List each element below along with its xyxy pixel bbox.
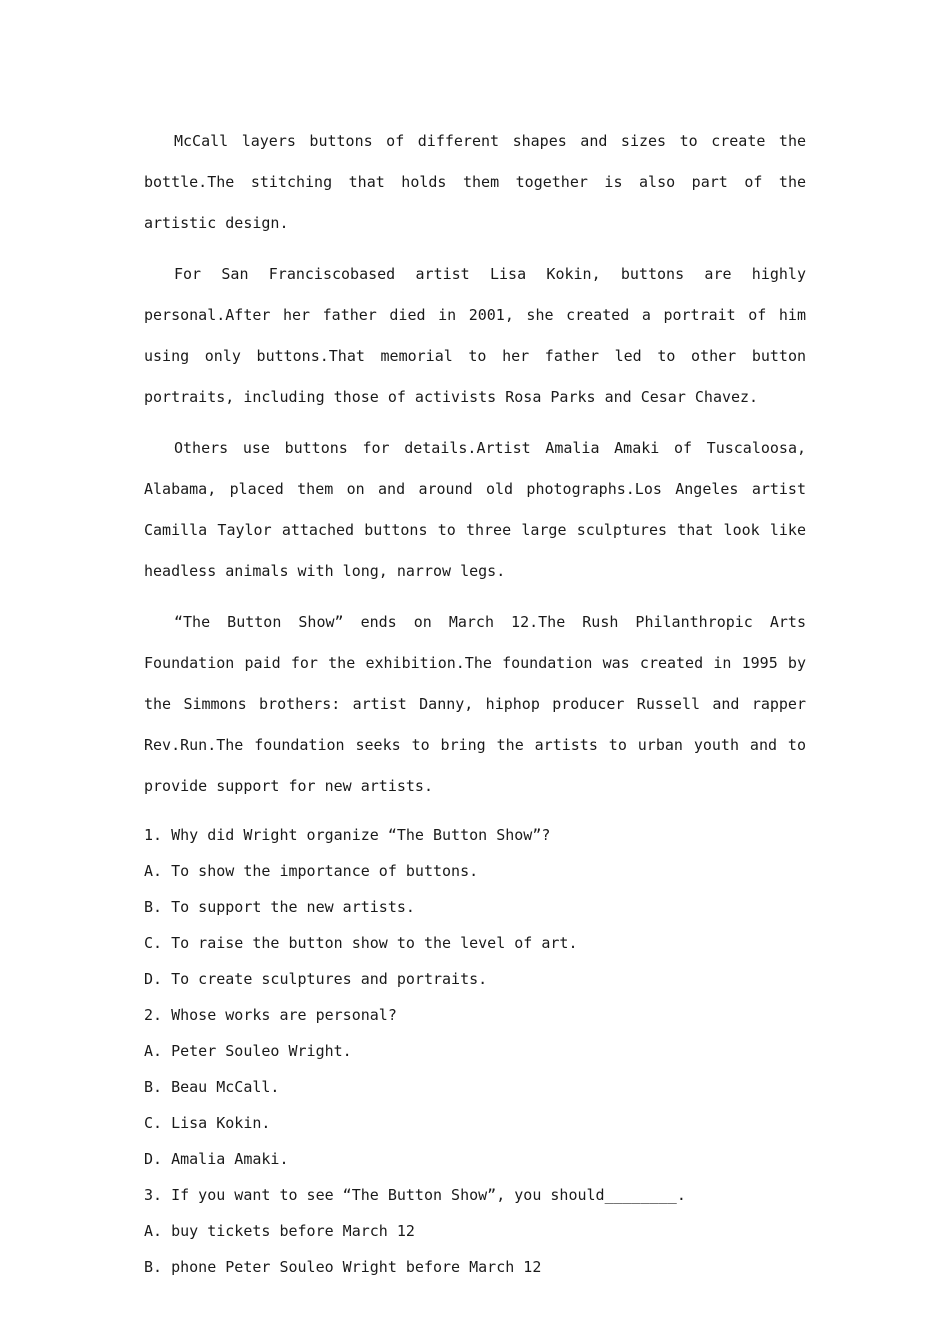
question-3 bbox=[144, 1177, 806, 1285]
question-list bbox=[144, 817, 806, 1285]
answer-option: A. buy tickets before March 12 bbox=[144, 1222, 415, 1240]
question-2 bbox=[144, 997, 806, 1177]
answer-option: C. Lisa Kokin. bbox=[144, 1114, 271, 1132]
passage-paragraph-2: For San Franciscobased artist Lisa Kokin, buttons are highly personal.After her father died in 2001, she created a portrait of him using only buttons.That memorial to her father led to other button portraits, including those of activists Rosa Parks and Cesar Chavez. bbox=[144, 265, 806, 406]
document-page bbox=[144, 121, 806, 1285]
answer-option: A. Peter Souleo Wright. bbox=[144, 1042, 352, 1060]
answer-option: D. Amalia Amaki. bbox=[144, 1150, 289, 1168]
question-stem: 3. If you want to see “The Button Show”, you should________. bbox=[144, 1186, 686, 1204]
passage-paragraph-1: McCall layers buttons of different shapes and sizes to create the bottle.The stitching that holds them together is also part of the artistic design. bbox=[144, 132, 806, 232]
passage-paragraph-4: “The Button Show” ends on March 12.The Rush Philanthropic Arts Foundation paid for the exhibition.The foundation was created in 1995 by the Simmons brothers: artist Danny, hiphop producer Russell and rapper Rev.Run.The foundation seeks to bring the artists to urban youth and to provide support for new artists. bbox=[144, 613, 806, 795]
answer-option: A. To show the importance of buttons. bbox=[144, 862, 479, 880]
answer-option: B. phone Peter Souleo Wright before March 12 bbox=[144, 1258, 542, 1276]
answer-option: D. To create sculptures and portraits. bbox=[144, 970, 488, 988]
question-1 bbox=[144, 817, 806, 997]
answer-option: B. Beau McCall. bbox=[144, 1078, 280, 1096]
answer-option: B. To support the new artists. bbox=[144, 898, 415, 916]
reading-passage bbox=[144, 121, 806, 807]
passage-paragraph-3: Others use buttons for details.Artist Amalia Amaki of Tuscaloosa, Alabama, placed them on and around old photographs.Los Angeles artist Camilla Taylor attached buttons to three large sculptures that look like headless animals with long, narrow legs. bbox=[144, 439, 806, 580]
question-stem: 2. Whose works are personal? bbox=[144, 1006, 397, 1024]
question-stem: 1. Why did Wright organize “The Button Show”? bbox=[144, 826, 551, 844]
answer-option: C. To raise the button show to the level of art. bbox=[144, 934, 578, 952]
